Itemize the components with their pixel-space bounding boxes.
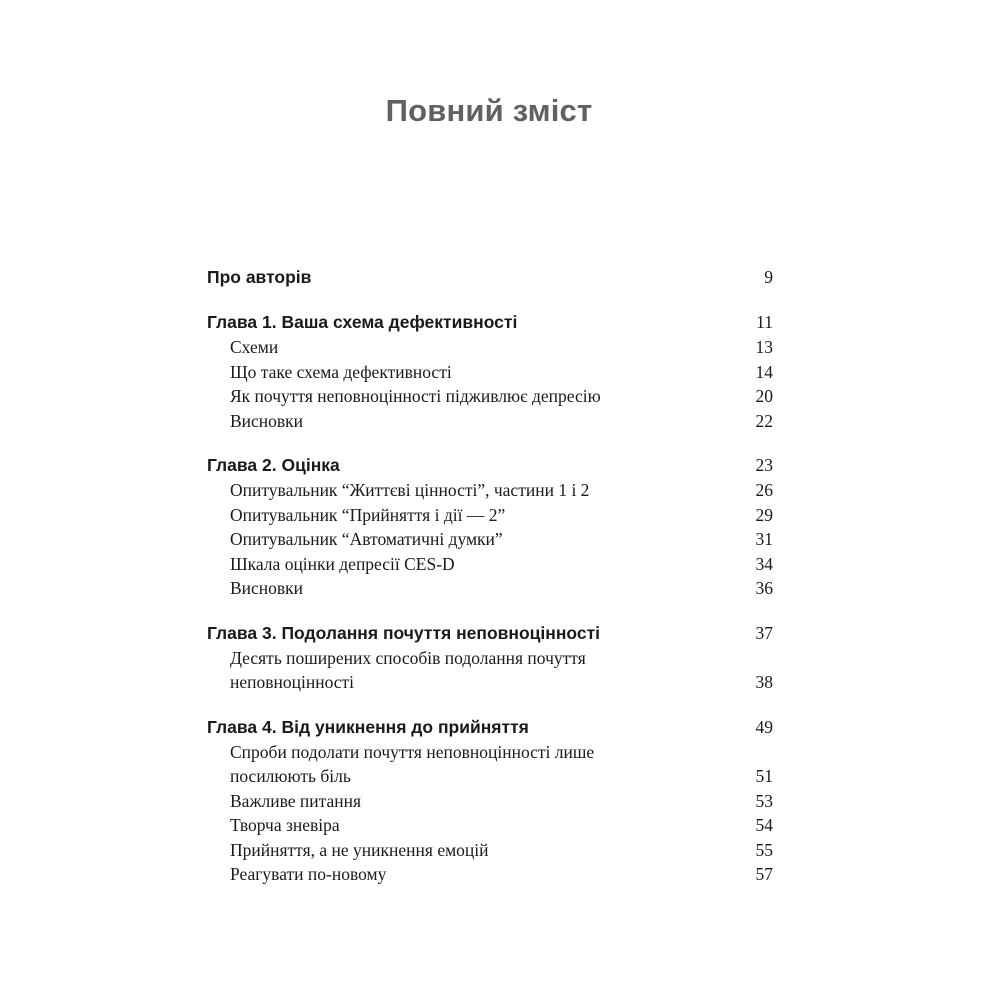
toc-subentry-label: Спроби подолати почуття неповноцінності лише посилюють біль [230, 741, 595, 786]
toc-chapter-label: Глава 2. Оцінка [207, 455, 340, 475]
toc-subentry-label: Опитувальник “Автоматичні думки” [230, 529, 503, 549]
toc-chapter-1[interactable] [207, 309, 773, 335]
toc-page-number: 31 [755, 529, 773, 549]
toc-subentry[interactable] [207, 409, 773, 434]
toc-subentry[interactable] [207, 838, 773, 863]
toc-subentry[interactable] [207, 862, 773, 887]
toc-subentry[interactable] [207, 740, 773, 789]
toc-subentry[interactable] [207, 646, 773, 695]
toc-subentry-label: Висновки [230, 578, 304, 598]
toc-page-number: 9 [764, 267, 773, 287]
toc-subentry-label: Опитувальник “Прийняття і дії — 2” [230, 504, 506, 525]
toc-entry-about-authors[interactable] [207, 264, 773, 290]
toc-subentry[interactable] [207, 384, 773, 409]
toc-subentry[interactable] [207, 576, 773, 601]
toc-chapter-label: Глава 1. Ваша схема дефективності [207, 312, 518, 332]
toc-subentry-label: Що таке схема дефективності [230, 361, 452, 382]
table-of-contents [207, 264, 773, 906]
toc-section [207, 452, 773, 601]
toc-chapter-3[interactable] [207, 620, 773, 646]
toc-subentry-label: Важливе питання [230, 790, 362, 811]
toc-section [207, 309, 773, 433]
toc-subentry-label: Висновки [230, 410, 304, 431]
toc-subentry[interactable] [207, 360, 773, 385]
toc-subentry-label: Десять поширених способів подолання почуття неповноцінності [230, 647, 586, 692]
toc-subentry[interactable] [207, 552, 773, 577]
toc-subentry-label: Шкала оцінки депресії CES-D [230, 553, 455, 574]
toc-entry-label: Про авторів [207, 267, 312, 287]
toc-page-number: 53 [755, 790, 773, 811]
toc-page-number: 20 [755, 386, 773, 406]
toc-page-number: 51 [755, 766, 773, 786]
toc-subentry-label: Опитувальник “Життєві цінності”, частини 1 і 2 [230, 480, 590, 500]
page-title: Повний зміст [385, 93, 593, 128]
toc-page-number: 14 [755, 361, 773, 382]
toc-page-number: 37 [755, 622, 773, 643]
toc-subentry-label: Творча зневіра [230, 815, 340, 835]
toc-page-number: 55 [755, 839, 773, 860]
toc-subentry-label: Схеми [230, 337, 279, 357]
toc-page-number: 34 [755, 553, 773, 574]
toc-subentry[interactable] [207, 335, 773, 360]
toc-subentry[interactable] [207, 813, 773, 838]
toc-page-number: 49 [755, 716, 773, 737]
toc-page-number: 26 [755, 480, 773, 500]
toc-page-number: 22 [755, 410, 773, 431]
toc-page-number: 54 [755, 815, 773, 835]
toc-page-number: 13 [755, 337, 773, 357]
toc-page-number: 29 [755, 504, 773, 525]
toc-subentry-label: Прийняття, а не уникнення емоцій [230, 839, 489, 860]
toc-chapter-2[interactable] [207, 452, 773, 478]
toc-subentry[interactable] [207, 789, 773, 814]
toc-chapter-4[interactable] [207, 714, 773, 740]
toc-subentry-label: Як почуття неповноцінності підживлює депресію [230, 386, 601, 406]
toc-subentry[interactable] [207, 527, 773, 552]
toc-page-number: 57 [755, 864, 773, 884]
toc-section [207, 264, 773, 290]
toc-page-number: 23 [755, 455, 773, 475]
toc-subentry[interactable] [207, 478, 773, 503]
toc-chapter-label: Глава 4. Від уникнення до прийняття [207, 716, 529, 737]
toc-subentry-label: Реагувати по-новому [230, 864, 387, 884]
toc-subentry[interactable] [207, 503, 773, 528]
toc-page-number: 36 [755, 578, 773, 598]
toc-section [207, 620, 773, 695]
toc-chapter-label: Глава 3. Подолання почуття неповноцінності [207, 622, 601, 643]
toc-page-number: 11 [756, 312, 773, 332]
toc-page-number: 38 [755, 672, 773, 692]
toc-section [207, 714, 773, 887]
